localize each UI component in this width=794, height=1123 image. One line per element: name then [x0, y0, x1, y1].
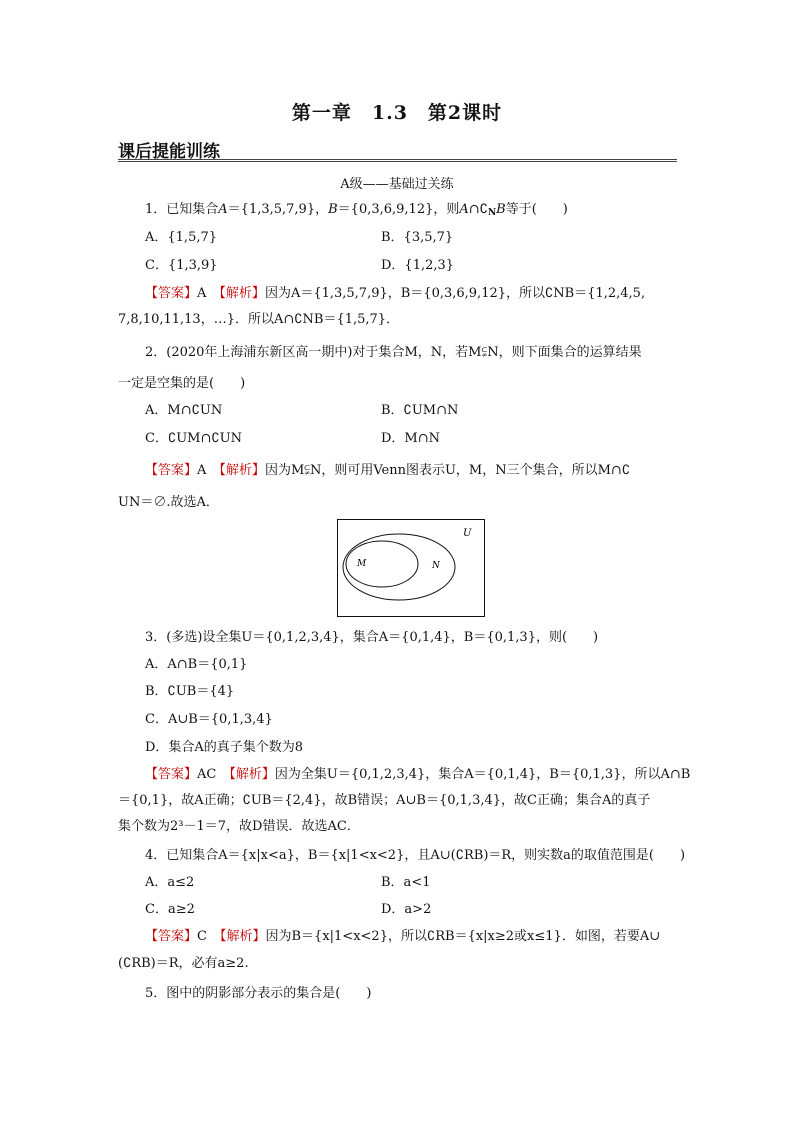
page-title: 第一章 1.3 第2课时: [291, 102, 503, 124]
question-2-analysis-cont: UN＝∅.故选A．: [118, 495, 219, 510]
question-3-answer: 【答案】AC 【解析】因为全集U＝{0,1,2,3,4}，集合A＝{0,1,4}，B＝{0,1,3}，所以A∩B: [145, 767, 691, 782]
question-3-stem: 3．(多选)设全集U＝{0,1,2,3,4}，集合A＝{0,1,4}，B＝{0,1,3}，则( ): [145, 630, 599, 645]
question-4-option-d: D．a>2: [381, 902, 432, 917]
question-2-option-a: A．M∩∁UN: [145, 403, 223, 418]
question-1-stem: 1．已知集合A＝{1,3,5,7,9}，B＝{0,3,6,9,12}，则$A\cap∁_NB$等于( ): [145, 202, 568, 218]
question-3-analysis-cont-1: ＝{0,1}，故A正确；∁UB＝{2,4}，故B错误；A∪B＝{0,1,3,4}，故C正确；集合A的真子: [118, 793, 651, 808]
question-2-stem: 2．(2020年上海浦东新区高一期中)对于集合M，N，若M⫋N，则下面集合的运算结果: [145, 345, 642, 360]
question-4-answer: 【答案】C 【解析】因为B＝{x|1<x<2}，所以∁RB＝{x|x≥2或x≤1}．如图，若要A∪: [145, 929, 661, 944]
question-4-option-a: A．a≤2: [145, 875, 195, 890]
question-3-option-b: B．∁UB＝{4}: [145, 684, 235, 699]
venn-label-n: N: [432, 561, 440, 571]
question-3-option-d: D．集合A的真子集个数为8: [145, 740, 304, 755]
question-1-option-b: B．{3,5,7}: [381, 230, 454, 245]
question-3-analysis-cont-2: 集个数为2³－1＝7，故D错误．故选AC．: [118, 819, 360, 834]
question-2-option-c: C．∁UM∩∁UN: [145, 431, 242, 446]
question-1-option-a: A．{1,5,7}: [145, 230, 218, 245]
question-1-option-d: D．{1,2,3}: [381, 258, 455, 273]
venn-label-u: U: [463, 528, 472, 539]
section-heading: 课后提能训练: [118, 142, 220, 162]
question-1-analysis-cont: 7,8,10,11,13，…}．所以A∩∁NB＝{1,5,7}．: [118, 312, 400, 327]
question-4-option-c: C．a≥2: [145, 902, 195, 917]
question-1-answer: 【答案】A 【解析】因为A＝{1,3,5,7,9}，B＝{0,3,6,9,12}，所以∁NB＝{1,2,4,5,: [145, 286, 646, 301]
question-4-analysis-cont: (∁RB)＝R，必有a≥2.: [118, 956, 249, 971]
question-2-option-d: D．M∩N: [381, 431, 441, 446]
question-3-option-a: A．A∩B＝{0,1}: [145, 657, 248, 672]
venn-label-m: M: [357, 559, 367, 569]
level-heading: A级——基础过关练: [340, 177, 454, 192]
question-2-option-b: B．∁UM∩N: [381, 403, 459, 418]
question-4-stem: 4．已知集合A＝{x|x<a}，B＝{x|1<x<2}，且A∪(∁RB)＝R，则实数a的取值范围是( ): [145, 848, 686, 863]
question-1-option-c: C．{1,3,9}: [145, 258, 218, 273]
question-3-option-c: C．A∪B＝{0,1,3,4}: [145, 712, 273, 727]
question-2-answer: 【答案】A 【解析】因为M⫋N，则可用Venn图表示U，M，N三个集合，所以M∩∁: [145, 463, 631, 478]
question-4-option-b: B．a<1: [381, 875, 431, 890]
venn-diagram: [337, 519, 485, 617]
question-2-stem-cont: 一定是空集的是( ): [118, 376, 246, 391]
section-divider: [118, 159, 677, 162]
question-5-stem: 5．图中的阴影部分表示的集合是( ): [145, 986, 372, 1001]
